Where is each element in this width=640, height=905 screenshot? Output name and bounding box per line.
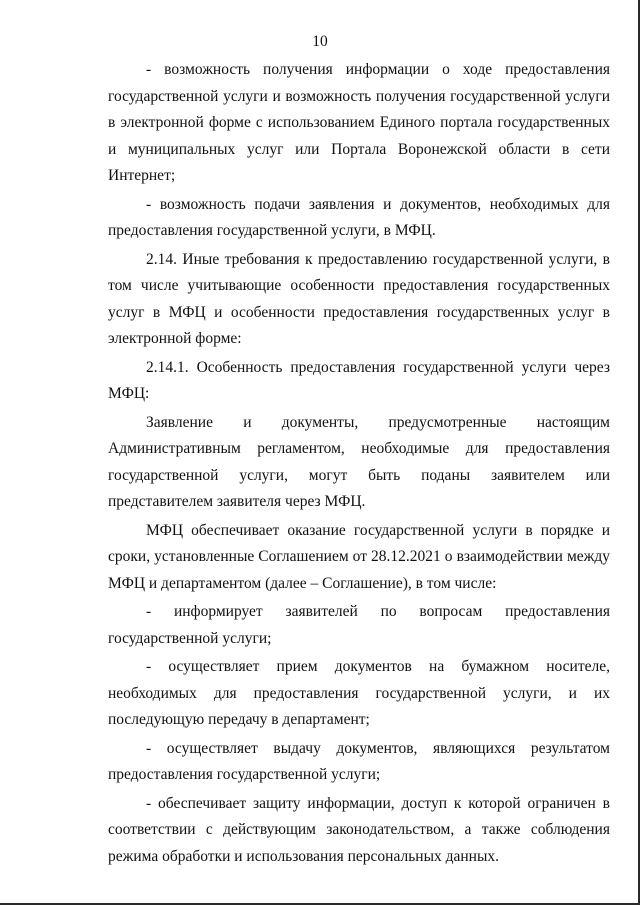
paragraph-section-2-14-1: 2.14.1. Особенность предоставления государственной услуги через МФЦ: — [108, 358, 610, 402]
list-item-data-protection: - обеспечивает защиту информации, доступ к которой ограничен в соответствии с действующим законодательством, а также соблюдения режима обработки и использования персональных данных. — [108, 794, 610, 865]
list-item-informs: - информирует заявителей по вопросам предоставления государственной услуги; — [108, 603, 610, 647]
paragraph-application-documents: Заявление и документы, предусмотренные настоящим Административным регламентом, необходимые для предоставления государственной услуги, могут быть поданы заявителем или представителем заявителя через МФЦ. — [108, 413, 610, 510]
paragraph-section-2-14: 2.14. Иные требования к предоставлению государственной услуги, в том числе учитывающие особенности предоставления государственных услуг в МФЦ и особенности предоставления государственных услуг в электронной форме: — [108, 250, 610, 347]
paragraph-mfc-submission: - возможность подачи заявления и документов, необходимых для предоставления государственной услуги, в МФЦ. — [108, 195, 610, 239]
document-body — [108, 57, 610, 870]
page-number: 10 — [312, 33, 328, 50]
paragraph-mfc-provides: МФЦ обеспечивает оказание государственной услуги в порядке и сроки, установленные Соглашением от 28.12.2021 о взаимодействии между МФЦ и департаментом (далее – Соглашение), в том числе: — [108, 521, 610, 592]
list-item-issues-documents: - осуществляет выдачу документов, являющихся результатом предоставления государственной услуги; — [108, 739, 610, 783]
paragraph-epgu-info: - возможность получения информации о ходе предоставления государственной услуги и возможность получения государственной услуги в электронной форме с использованием Единого портала государственных и муниципальных услуг или Портала Воронежской области в сети Интернет; — [108, 61, 610, 184]
list-item-accepts-documents: - осуществляет прием документов на бумажном носителе, необходимых для предоставления государственной услуги, и их последующую передачу в департамент; — [108, 658, 610, 728]
